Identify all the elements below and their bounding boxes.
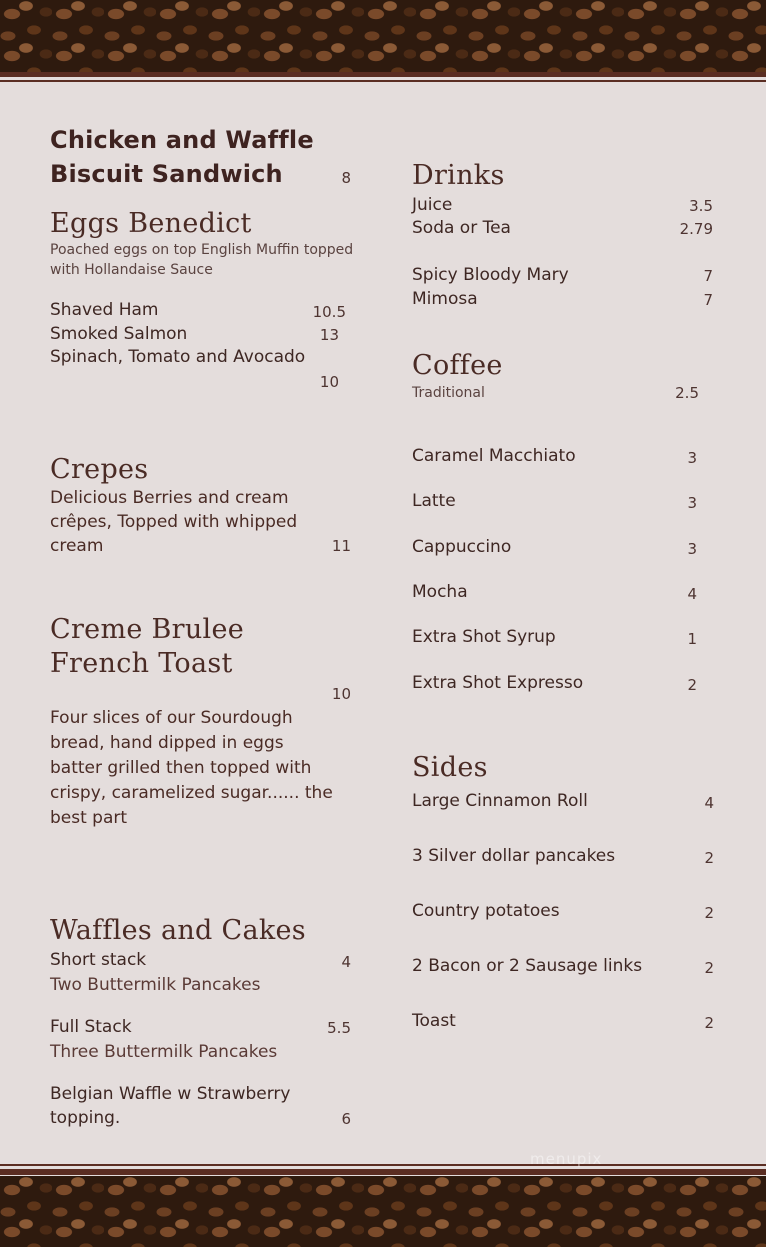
sides-item-price: 2 [704,1014,714,1032]
waffles-cakes-heading: Waffles and Cakes [50,915,306,946]
coffee-item-name: Caramel Macchiato [412,446,576,466]
creme-brulee-desc-line3: batter grilled then topped with [50,758,312,778]
coffee-item-price: 1 [687,630,697,648]
coffee-item-name: Extra Shot Expresso [412,673,584,693]
coffee-item-name: Extra Shot Syrup [412,627,556,647]
crepes-heading: Crepes [50,454,149,485]
full-stack-price: 5.5 [327,1019,351,1037]
coffee-item-price: 4 [687,585,697,603]
sides-heading: Sides [412,752,488,783]
coffee-beans-bottom-banner [0,1176,766,1247]
coffee-item-price: 3 [687,494,697,512]
eggs-benedict-item-name: Smoked Salmon [50,324,188,344]
sides-item-name: Large Cinnamon Roll [412,791,588,811]
chicken-waffle-price: 8 [341,169,351,187]
coffee-item-name: Latte [412,491,456,511]
sides-item-price: 4 [704,794,714,812]
creme-brulee-desc-line5: best part [50,808,128,828]
drinks-item-name: Juice [412,195,453,215]
drinks-item-name: Spicy Bloody Mary [412,265,569,285]
short-stack-sub: Two Buttermilk Pancakes [50,975,261,995]
sides-item-name: Country potatoes [412,901,560,921]
creme-brulee-heading-line2: French Toast [50,648,233,679]
creme-brulee-heading-line1: Creme Brulee [50,614,245,645]
sides-item-name: 3 Silver dollar pancakes [412,846,616,866]
eggs-benedict-item-name: Spinach, Tomato and Avocado [50,347,306,367]
full-stack-sub: Three Buttermilk Pancakes [50,1042,278,1062]
eggs-benedict-item-price: 13 [319,326,339,344]
crepes-price: 11 [331,537,351,555]
coffee-item-price: 3 [687,449,697,467]
coffee-traditional-name: Traditional [412,385,485,401]
sides-item-price: 2 [704,904,714,922]
coffee-item-name: Cappuccino [412,537,512,557]
coffee-heading: Coffee [412,350,503,381]
drinks-item-price: 3.5 [689,197,713,215]
drinks-heading: Drinks [412,160,505,191]
drinks-item-price: 2.79 [679,220,713,238]
drinks-item-name: Soda or Tea [412,218,511,238]
menupix-watermark: menupix [530,1150,603,1168]
coffee-beans-top-banner [0,0,766,72]
sides-item-name: Toast [412,1011,456,1031]
creme-brulee-desc-line4: crispy, caramelized sugar...... the [50,783,333,803]
creme-brulee-price: 10 [331,685,351,703]
eggs-benedict-item-price: 10 [319,373,339,391]
chicken-waffle-title-line2: Biscuit Sandwich [50,160,283,188]
divider-bottom-thin [0,1164,766,1166]
chicken-waffle-title-line1: Chicken and Waffle [50,126,314,154]
eggs-benedict-desc-line2: with Hollandaise Sauce [50,262,213,278]
crepes-desc-line2: crêpes, Topped with whipped [50,512,298,532]
creme-brulee-desc-line1: Four slices of our Sourdough [50,708,293,728]
drinks-item-price: 7 [703,291,713,309]
full-stack-name: Full Stack [50,1017,132,1037]
crepes-desc-line3: cream [50,536,104,556]
coffee-item-price: 2 [687,676,697,694]
eggs-benedict-heading: Eggs Benedict [50,208,252,239]
divider-bottom-thick [0,1169,766,1175]
creme-brulee-desc-line2: bread, hand dipped in eggs [50,733,284,753]
coffee-traditional-price: 2.5 [675,384,699,402]
eggs-benedict-item-name: Shaved Ham [50,300,159,320]
crepes-desc-line1: Delicious Berries and cream [50,488,289,508]
eggs-benedict-desc-line1: Poached eggs on top English Muffin topped [50,242,354,258]
eggs-benedict-item-price: 10.5 [312,303,346,321]
sides-item-price: 2 [704,959,714,977]
short-stack-price: 4 [341,953,351,971]
belgian-waffle-line2: topping. [50,1108,121,1128]
divider-top-thin [0,80,766,82]
coffee-item-price: 3 [687,540,697,558]
sides-item-name: 2 Bacon or 2 Sausage links [412,956,643,976]
short-stack-name: Short stack [50,950,147,970]
belgian-waffle-price: 6 [341,1110,351,1128]
drinks-item-price: 7 [703,267,713,285]
divider-top-thick [0,72,766,77]
coffee-item-name: Mocha [412,582,468,602]
drinks-item-name: Mimosa [412,289,478,309]
sides-item-price: 2 [704,849,714,867]
belgian-waffle-line1: Belgian Waffle w Strawberry [50,1084,291,1104]
